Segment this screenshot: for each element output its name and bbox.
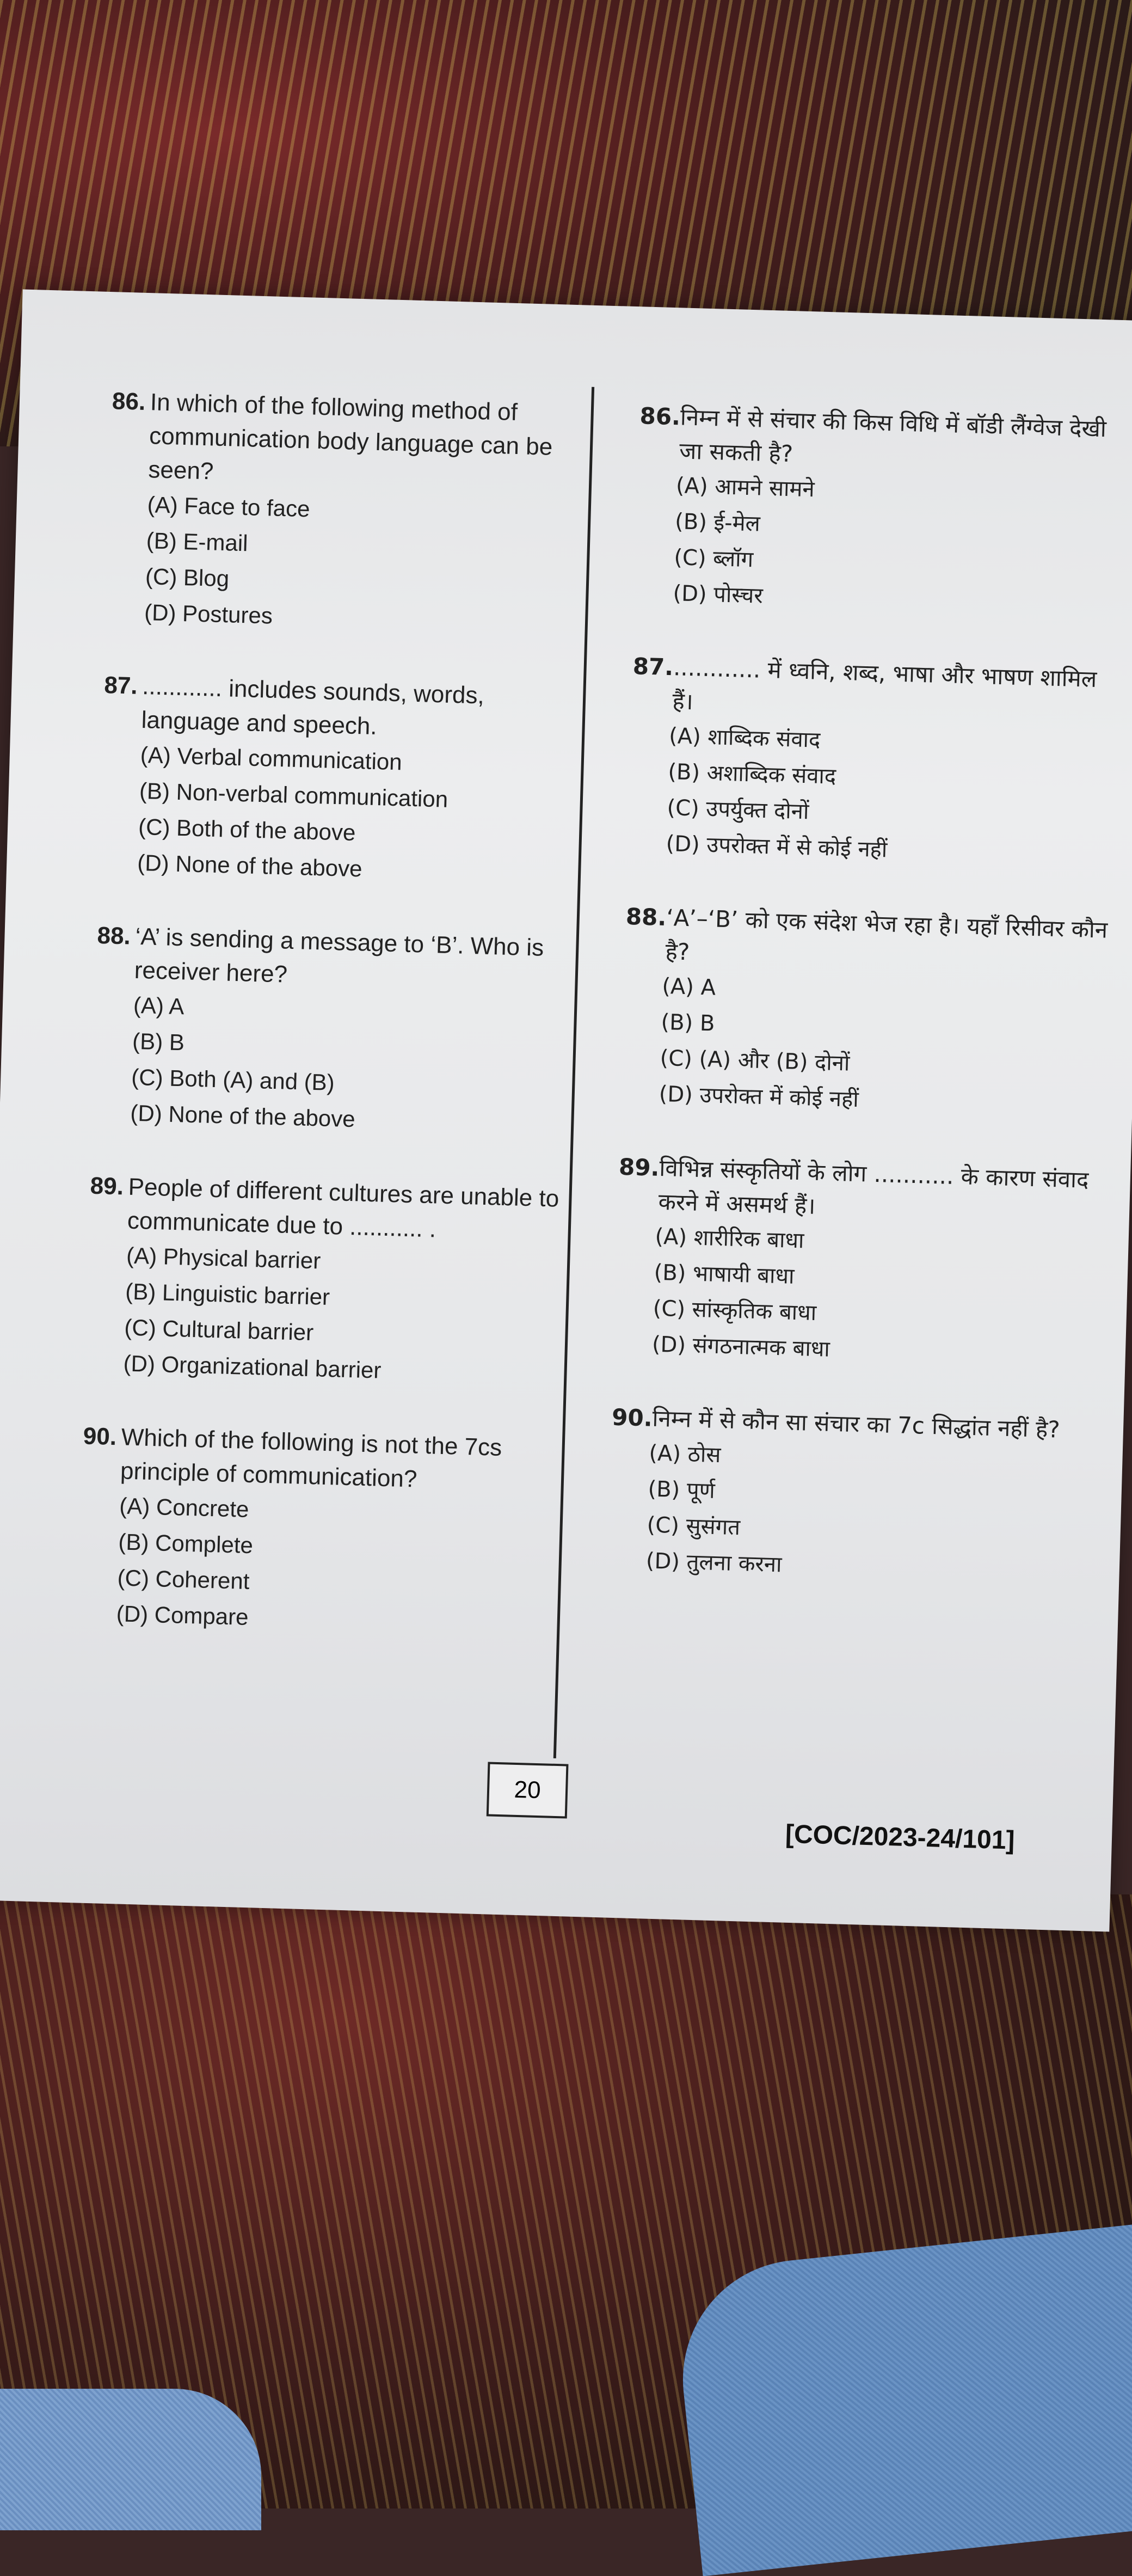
question-text: ............ includes sounds, words, language and speech. [141,672,485,740]
question-text: ............ में ध्वनि, शब्द, भाषा और भाषण शामिल हैं। [672,654,1097,715]
option-a: (A) शाब्दिक संवाद [668,723,821,753]
option-a: (A) Physical barrier [126,1242,321,1274]
question-88-en [92,919,571,1143]
question-87-en [99,668,578,893]
question-text: विभिन्न संस्कृतियों के लोग ........... के कारण संवाद करने में असमर्थ हैं। [658,1154,1089,1219]
option-b: (B) B [132,1028,185,1056]
option-b: (B) ई-मेल [674,509,761,537]
option-d: (D) पोस्चर [672,581,764,609]
option-b: (B) Non-verbal communication [139,777,448,812]
option-d: (D) Postures [144,599,273,629]
question-text: In which of the following method of communication body language can be seen? [147,389,553,485]
option-d: (D) Organizational barrier [123,1350,382,1383]
question-86-hi [635,399,1130,624]
question-90-en [78,1419,557,1643]
option-c: (C) Both of the above [138,813,356,845]
option-a: (A) आमने सामने [675,473,815,502]
option-c: (C) Blog [145,563,230,592]
option-a: (A) Concrete [119,1493,250,1523]
question-text: ‘A’–‘B’ को एक संदेश भेज रहा है। यहाँ रिसीवर कौन है? [665,904,1108,966]
option-d: (D) Compare [116,1600,249,1630]
option-c: (C) ब्लॉग [673,545,754,573]
option-d: (D) तुलना करना [645,1548,783,1578]
question-87-hi [627,649,1123,874]
question-86-en [106,384,586,642]
document-code: [COC/2023-24/101] [785,1819,1016,1855]
option-b: (B) Complete [118,1529,254,1559]
option-a: (A) Verbal communication [140,741,403,775]
hindi-column [606,399,1130,1630]
question-number: 89. [618,1153,660,1181]
option-c: (C) उपर्युक्त दोनों [666,795,809,825]
option-d: (D) None of the above [130,1100,356,1132]
option-b: (B) अशाब्दिक संवाद [667,759,836,789]
question-text: ‘A’ is sending a message to ‘B’. Who is receiver here? [134,923,544,988]
option-c: (C) (A) और (B) दोनों [660,1045,850,1076]
option-c: (C) सांस्कृतिक बाधा [653,1296,817,1326]
question-89-hi [613,1150,1109,1375]
option-b: (B) Linguistic barrier [125,1278,330,1310]
question-number: 90. [611,1403,653,1432]
question-text: People of different cultures are unable to communicate due to ........... . [127,1173,559,1243]
option-c: (C) Cultural barrier [124,1314,314,1346]
option-b: (B) E-mail [146,528,249,556]
question-90-hi [607,1401,1102,1592]
question-text: Which of the following is not the 7cs principle of communication? [120,1424,502,1493]
question-number: 86. [112,388,146,415]
option-b: (B) भाषायी बाधा [654,1260,795,1289]
option-a: (A) ठोस [648,1440,722,1468]
option-d: (D) उपरोक्त में कोई नहीं [659,1081,859,1112]
exam-page [0,290,1132,1932]
question-number: 87. [103,672,138,700]
question-number: 88. [96,922,131,950]
option-c: (C) Coherent [117,1565,250,1594]
option-d: (D) संगठनात्मक बाधा [651,1332,830,1362]
option-a: (A) A [661,973,716,1001]
option-d: (D) None of the above [137,849,363,882]
denim-cloth-left [0,2389,261,2530]
question-number: 90. [83,1422,117,1451]
english-column [77,384,586,1683]
option-a: (A) Face to face [147,492,311,522]
question-number: 86. [639,402,681,431]
question-number: 87. [632,653,674,681]
option-d: (D) उपरोक्त में से कोई नहीं [666,831,888,863]
option-c: (C) Both (A) and (B) [131,1064,335,1096]
question-number: 89. [90,1172,124,1200]
option-a: (A) A [133,992,185,1020]
question-text: निम्न में से संचार की किस विधि में बॉडी लैंग्वेज देखी जा सकती है? [679,403,1107,468]
option-b: (B) B [660,1009,716,1036]
question-text: निम्न में से कौन सा संचार का 7c सिद्धांत नहीं है? [652,1404,1061,1443]
page-number-box: 20 [487,1762,569,1818]
option-b: (B) पूर्ण [647,1476,716,1504]
question-number: 88. [625,903,667,931]
question-89-en [85,1169,564,1394]
option-c: (C) सुसंगत [647,1512,741,1541]
option-a: (A) शारीरिक बाधा [654,1224,805,1254]
question-88-hi [620,900,1116,1125]
